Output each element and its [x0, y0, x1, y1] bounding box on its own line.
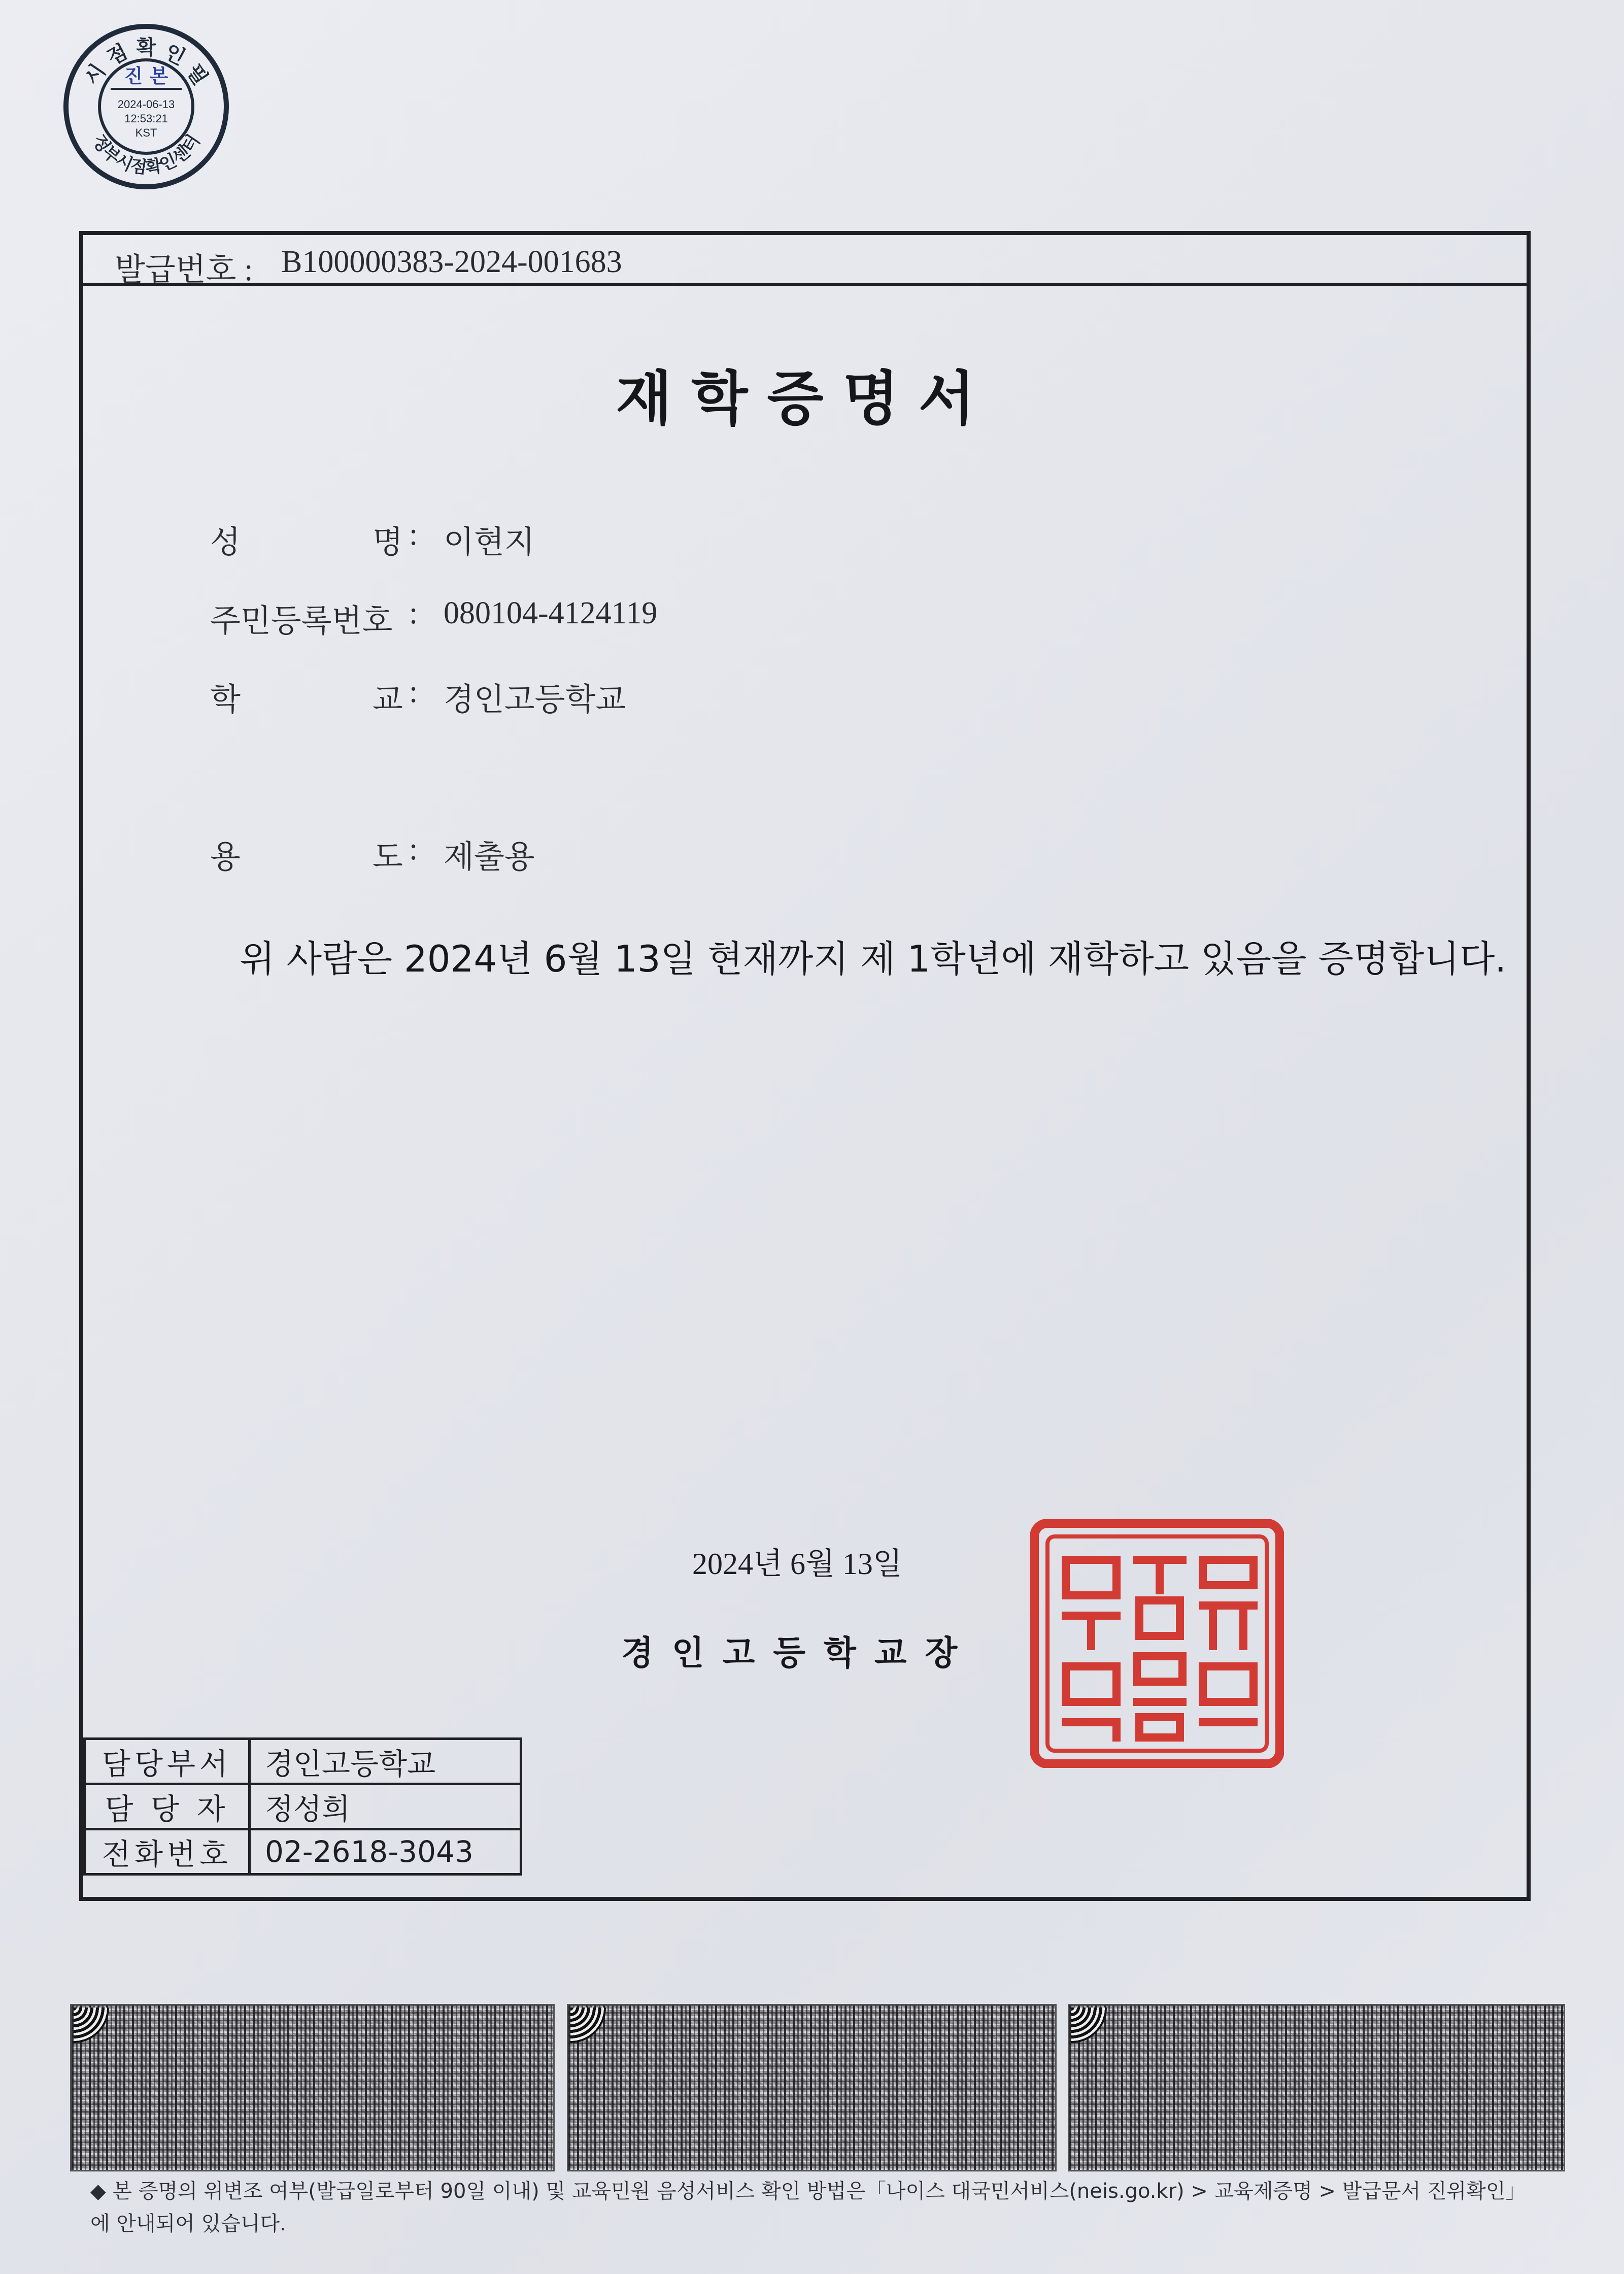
field-school-sep: :	[409, 675, 418, 709]
contact-person-value: 정성희	[250, 1784, 521, 1829]
contact-row-person	[85, 1784, 521, 1829]
contact-person-label: 담 당 자	[85, 1784, 250, 1829]
document-frame	[79, 231, 1531, 1901]
field-rrn-label: 주민등록번호	[210, 604, 393, 639]
stamp-center-text: 진 본	[124, 65, 168, 87]
stamp-top-text: 시 점 확 인 필	[80, 36, 213, 89]
stamp-bottom-text: 정부시점확인센터	[88, 131, 205, 179]
issue-date: 2024년 6월 13일	[692, 1547, 902, 1581]
barcode-corner-mark	[570, 2008, 606, 2043]
contact-row-phone	[85, 1829, 521, 1875]
field-name-label-a: 성	[210, 525, 241, 560]
document-title: 재학증명서	[616, 365, 994, 433]
field-name-label-b: 명	[373, 525, 403, 560]
principal-title: 경인고등학교장	[621, 1633, 976, 1673]
field-purpose-label-b: 도	[373, 840, 403, 875]
field-name-sep: :	[409, 517, 418, 552]
security-barcode-3	[1068, 2004, 1565, 2171]
barcode-corner-mark	[1071, 2008, 1107, 2043]
security-barcode-2	[567, 2004, 1057, 2171]
field-school-label-b: 교	[373, 683, 403, 717]
security-barcode-1	[70, 2004, 555, 2171]
field-purpose-label-a: 용	[210, 840, 241, 875]
issue-number-value: B100000383-2024-001683	[281, 245, 622, 279]
stamp-date: 2024-06-13	[117, 98, 175, 111]
contact-dept-value: 경인고등학교	[250, 1739, 521, 1784]
barcode-corner-mark	[74, 2008, 109, 2043]
verification-stamp	[60, 23, 232, 190]
field-rrn-value: 080104-4124119	[444, 596, 658, 630]
contact-dept-label: 담당부서	[85, 1739, 250, 1784]
certification-statement: 위 사람은 2024년 6월 13일 현재까지 제 1학년에 재학하고 있음을 증명합니다.	[240, 938, 1507, 980]
field-school-value: 경인고등학교	[444, 683, 626, 717]
contact-phone-value: 02-2618-3043	[250, 1829, 521, 1875]
issue-number-label: 발급번호 :	[115, 253, 253, 287]
contact-table	[83, 1737, 522, 1876]
field-name-value: 이현지	[444, 525, 535, 560]
stamp-zone: KST	[135, 126, 157, 139]
field-school-label-a: 학	[210, 683, 241, 717]
field-purpose-value: 제출용	[444, 840, 535, 875]
field-rrn-sep: :	[409, 596, 418, 630]
field-purpose-sep: :	[409, 832, 418, 866]
official-seal	[1030, 1519, 1284, 1768]
contact-row-dept	[85, 1739, 521, 1784]
stamp-time: 12:53:21	[124, 112, 168, 125]
issue-number-bar	[83, 235, 1527, 286]
contact-phone-label: 전화번호	[85, 1829, 250, 1875]
verification-footnote: ◆ 본 증명의 위변조 여부(발급일로부터 90일 이내) 및 교육민원 음성서비스 확인 방법은「나이스 대국민서비스(neis.go.kr) > 교육제증명 > 발급문서 진위확인」에 안내되어 있습니다.	[90, 2180, 1526, 2235]
